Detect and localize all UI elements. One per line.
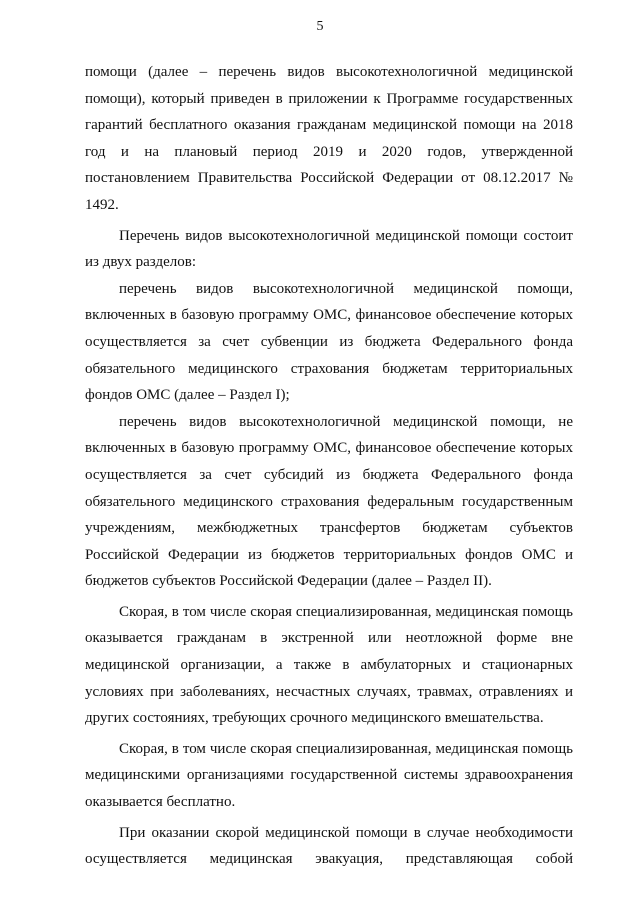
page-number: 5: [316, 19, 324, 34]
paragraph-emergency-free: Скорая, в том числе скорая специализированная, медицинская помощь медицинскими организациями государственной системы здравоохранения оказывается бесплатно.: [85, 740, 573, 811]
document-body: [85, 59, 573, 873]
paragraph-sections-intro: Перечень видов высокотехнологичной медицинской помощи состоит из двух разделов:: [85, 227, 573, 271]
paragraph-evacuation: При оказании скорой медицинской помощи в случае необходимости осуществляется медицинская эвакуация, представляющая собой: [85, 824, 573, 868]
paragraph-continuation: помощи (далее – перечень видов высокотехнологичной медицинской помощи), который приведен в приложении к Программе государственных гарантий бесплатного оказания гражданам медицинской помощи на 2018 год и на плановый период 2019 и 2020 годов, утвержденной постановлением Правительства Российской Федерации от 08.12.2017 № 1492.: [85, 64, 573, 213]
paragraph-section-1: перечень видов высокотехнологичной медицинской помощи, включенных в базовую программу ОМС, финансовое обеспечение которых осуществляется за счет субвенции из бюджета Федерального фонда обязательного медицинского страхования бюджетам территориальных фондов ОМС (далее – Раздел I);: [85, 280, 573, 404]
paragraph-emergency-care: Скорая, в том числе скорая специализированная, медицинская помощь оказывается гражданам в экстренной или неотложной форме вне медицинской организации, а также в амбулаторных и стационарных условиях при заболеваниях, несчастных случаях, травмах, отравлениях и других состояниях, требующих срочного медицинского вмешательства.: [85, 603, 573, 727]
paragraph-section-2: перечень видов высокотехнологичной медицинской помощи, не включенных в базовую программу ОМС, финансовое обеспечение которых осуществляется за счет субсидий из бюджета Федерального фонда обязательного медицинского страхования федеральным государственным учреждениям, межбюджетных трансфертов бюджетам субъектов Российской Федерации из бюджетов территориальных фондов ОМС и бюджетов субъектов Российской Федерации (далее – Раздел II).: [85, 413, 573, 590]
